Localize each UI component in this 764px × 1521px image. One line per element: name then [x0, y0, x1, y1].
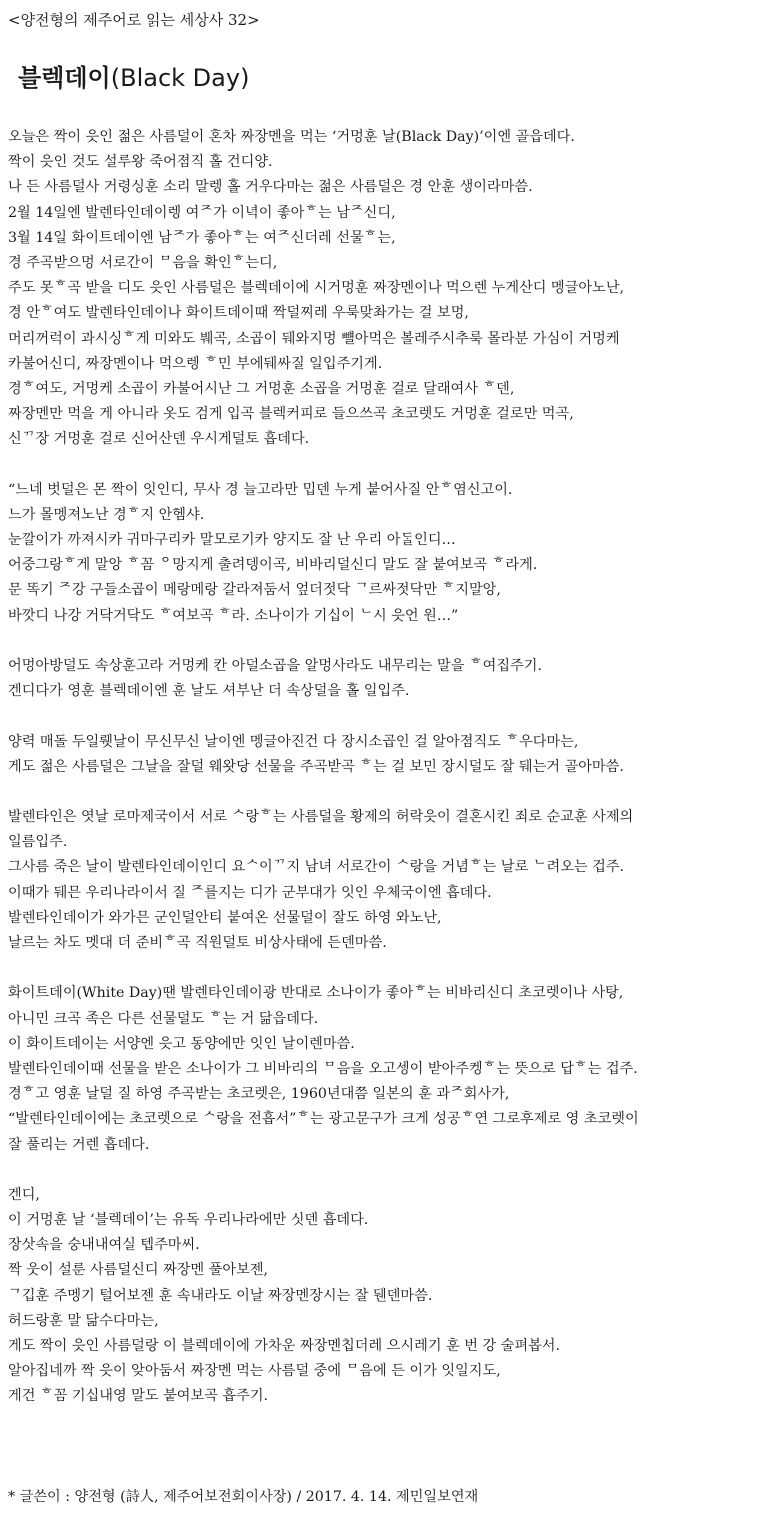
text-line: 알아집네까 짝 읏이 앚아둠서 짜장멘 먹는 사름덜 중에 ᄆ음에 든 이가 잇일지도,: [8, 1363, 501, 1380]
text-line: 게건 ᄒ꼼 기십내영 말도 붙여보곡 흡주기.: [8, 1388, 269, 1405]
text-line: 일름입주.: [8, 834, 68, 851]
text-line: 어멍아방덜도 속상훈고라 거멍케 칸 아덜소곱을 알멍사라도 내무리는 말을 ᄒ여집주기.: [8, 657, 542, 674]
article-body: [8, 125, 760, 1410]
text-line: 머리꺼럭이 과시싱ᄒ게 미와도 붸곡, 소곱이 뒈와지멍 뺼아먹은 볼레주시추룩 몰라분 가심이 거멍케: [8, 330, 620, 347]
paragraph-gap: [8, 452, 760, 477]
text-line: 장삿속을 숭내내여실 텝주마씨.: [8, 1237, 200, 1254]
paragraph: [8, 805, 760, 956]
text-line: 나 든 사름덜사 거령싱훈 소리 말렝 홀 거우다마는 젊은 사름덜은 경 안훈 생이라마씀.: [8, 179, 533, 196]
text-line: 그사름 죽은 날이 발렌타인데이인디 요ᄉ이ᄁ지 남녀 서로간이 ᄉ랑을 거념ᄒ는 날로 ᄂ려오는 겁주.: [8, 859, 625, 876]
text-line: ᄀ깁훈 주멩기 털어보젠 훈 속내라도 이날 짜장멘장시는 잘 뒌덴마씀.: [8, 1287, 433, 1304]
text-line: 발렌타인데이때 선물을 받은 소나이가 그 비바리의 ᄆ음을 오고셍이 받아주켕ᄒ는 뜻으로 답ᄒ는 겁주.: [8, 1060, 638, 1077]
text-line: 발렌타인데이가 와가믄 군인덜안티 붙여온 선물덜이 잘도 하영 와노난,: [8, 909, 442, 926]
text-line: 화이트데이(White Day)땐 발렌타인데이광 반대로 소나이가 좋아ᄒ는 비바리신디 초코렛이나 사탕,: [8, 985, 624, 1002]
paragraph: [8, 981, 760, 1157]
paragraph: [8, 125, 760, 452]
text-line: 짜장멘만 먹을 게 아니라 옷도 검게 입곡 블렉커피로 들으쓰곡 초코렛도 거멍훈 걸로만 먹곡,: [8, 406, 574, 423]
text-line: 게도 젊은 사름덜은 그날을 잘덜 웨왓당 선물을 주곡받곡 ᄒ는 걸 보민 장시덜도 잘 뒈는거 골아마씀.: [8, 758, 624, 775]
text-line: 3월 14일 화이트데이엔 남ᄌ가 좋아ᄒ는 여ᄌ신더레 선물ᄒ는,: [8, 229, 396, 246]
paragraph-gap: [8, 780, 760, 805]
paragraph-gap: [8, 1158, 760, 1183]
text-line: 느가 몰멩져노난 경ᄒ지 안헴샤.: [8, 506, 205, 523]
text-line: 신ᄁ장 거멍훈 걸로 신어산덴 우시게덜토 흡데다.: [8, 431, 310, 448]
text-line: 겐디다가 영훈 블렉데이엔 훈 날도 셔부난 더 속상덜을 홀 일입주.: [8, 683, 410, 700]
paragraph: [8, 1183, 760, 1410]
paragraph-gap: [8, 704, 760, 729]
text-line: 경ᄒ여도, 거멍케 소곱이 카불어시난 그 거멍훈 소곱을 거멍훈 걸로 달래여사 ᄒ덴,: [8, 380, 515, 397]
title-korean: 블렉데이: [18, 63, 111, 92]
paragraph: [8, 654, 760, 704]
text-line: “발렌타인데이에는 초코렛으로 ᄉ랑을 전흡서”ᄒ는 광고문구가 크게 성공ᄒ연 그로후제로 영 초코렛이: [8, 1111, 639, 1128]
text-line: 문 똑기 ᄌ강 구들소곱이 메랑메랑 갈라져둠서 엎더젓닥 ᄀ르싸젓닥만 ᄒ지말앙,: [8, 582, 501, 599]
text-line: 경ᄒ고 영훈 날덜 질 하영 주곡받는 초코렛은, 1960년대쯤 일본의 훈 과ᄌ회사가,: [8, 1086, 510, 1103]
text-line: 오늘은 짝이 읏인 젊은 사름덜이 혼차 짜장멘을 먹는 ‘거멍훈 날(Black Day)’이엔 골읍데다.: [8, 129, 575, 145]
series-label: <양전형의 제주어로 읽는 세상사 32>: [8, 11, 260, 29]
paragraph-gap: [8, 629, 760, 654]
paragraph: [8, 478, 760, 629]
text-line: “느네 벗덜은 몬 짝이 잇인디, 무사 경 늘고라만 밉덴 누게 붙어사질 안ᄒ염신고이.: [8, 481, 513, 498]
text-line: 바깟디 나강 거닥거닥도 ᄒ여보곡 ᄒ라. 소나이가 기십이 ᄂ시 읏언 원…”: [8, 607, 459, 624]
author-credit: * 글쓴이 : 양전형 (詩人, 제주어보전회이사장) / 2017. 4. 14. 제민일보연재: [8, 1489, 479, 1505]
text-line: 눈깔이가 까져시카 귀마구리카 말모로기카 양지도 잘 난 우리 아ᄃᆞᆯ인디…: [8, 532, 456, 548]
text-line: 경 주곡받으멍 서로간이 ᄆ음을 확인ᄒ는디,: [8, 254, 278, 271]
title-english: (Black Day): [110, 64, 250, 92]
text-line: 겐디,: [8, 1186, 40, 1203]
text-line: 경 안ᄒ여도 발렌타인데이나 화이트데이때 짝덜찌레 우룩맞촤가는 걸 보멍,: [8, 305, 469, 322]
text-line: 발렌타인은 엿날 로마제국이서 서로 ᄉ랑ᄒ는 사름덜을 황제의 허락읏이 결혼시킨 죄로 순교훈 사제의: [8, 809, 634, 826]
text-line: 2월 14일엔 발렌타인데이렝 여ᄌ가 이녁이 좋아ᄒ는 남ᄌ신디,: [8, 204, 396, 221]
text-line: 주도 못ᄒ곡 받을 디도 읏인 사름덜은 블렉데이에 시거멍훈 짜장멘이나 먹으렌 누게산디 멩글아노난,: [8, 280, 625, 297]
text-line: 이 화이트데이는 서양엔 읏고 동양에만 잇인 날이렌마씀.: [8, 1035, 355, 1052]
paragraph: [8, 730, 760, 780]
text-line: 양력 매돌 두일뤳날이 무신무신 날이엔 멩글아진건 다 장시소곱인 걸 알아졈직도 ᄒ우다마는,: [8, 733, 579, 750]
text-line: 짝이 읏인 것도 설루왕 죽어졈직 홀 건디양.: [8, 154, 273, 171]
text-line: 잘 풀리는 거렌 흡데다.: [8, 1136, 150, 1153]
text-line: 이 거멍훈 날 ‘블렉데이’는 유독 우리나라에만 싯덴 흡데다.: [8, 1212, 369, 1229]
text-line: 게도 짝이 읏인 사름덜랑 이 블렉데이에 가차운 짜장멘칩더레 으시레기 훈 번 강 술펴봅서.: [8, 1338, 561, 1354]
text-line: 날르는 차도 멧대 더 준비ᄒ곡 직원덜토 비상사태에 든덴마씀.: [8, 935, 387, 951]
article-title: [18, 60, 249, 96]
text-line: 이때가 뒈믄 우리나라이서 질 ᄌ를지는 디가 군부대가 잇인 우체국이엔 흡데다.: [8, 884, 492, 901]
text-line: 허드랑훈 말 닮수다마는,: [8, 1312, 159, 1329]
paragraph-gap: [8, 956, 760, 981]
text-line: 아니민 크곡 족은 다른 선물덜도 ᄒ는 거 닮읍데다.: [8, 1010, 319, 1027]
text-line: 짝 웃이 설룬 사름덜신디 짜장멘 풀아보젠,: [8, 1262, 269, 1279]
text-line: 어중그랑ᄒ게 말앙 ᄒ꼼 ᄋ망지게 출려뎅이곡, 비바리덜신디 말도 잘 붙여보곡 ᄒ라게.: [8, 557, 538, 574]
text-line: 카불어신디, 짜장멘이나 먹으렝 ᄒ민 부에뒈싸질 일입주기게.: [8, 355, 383, 372]
